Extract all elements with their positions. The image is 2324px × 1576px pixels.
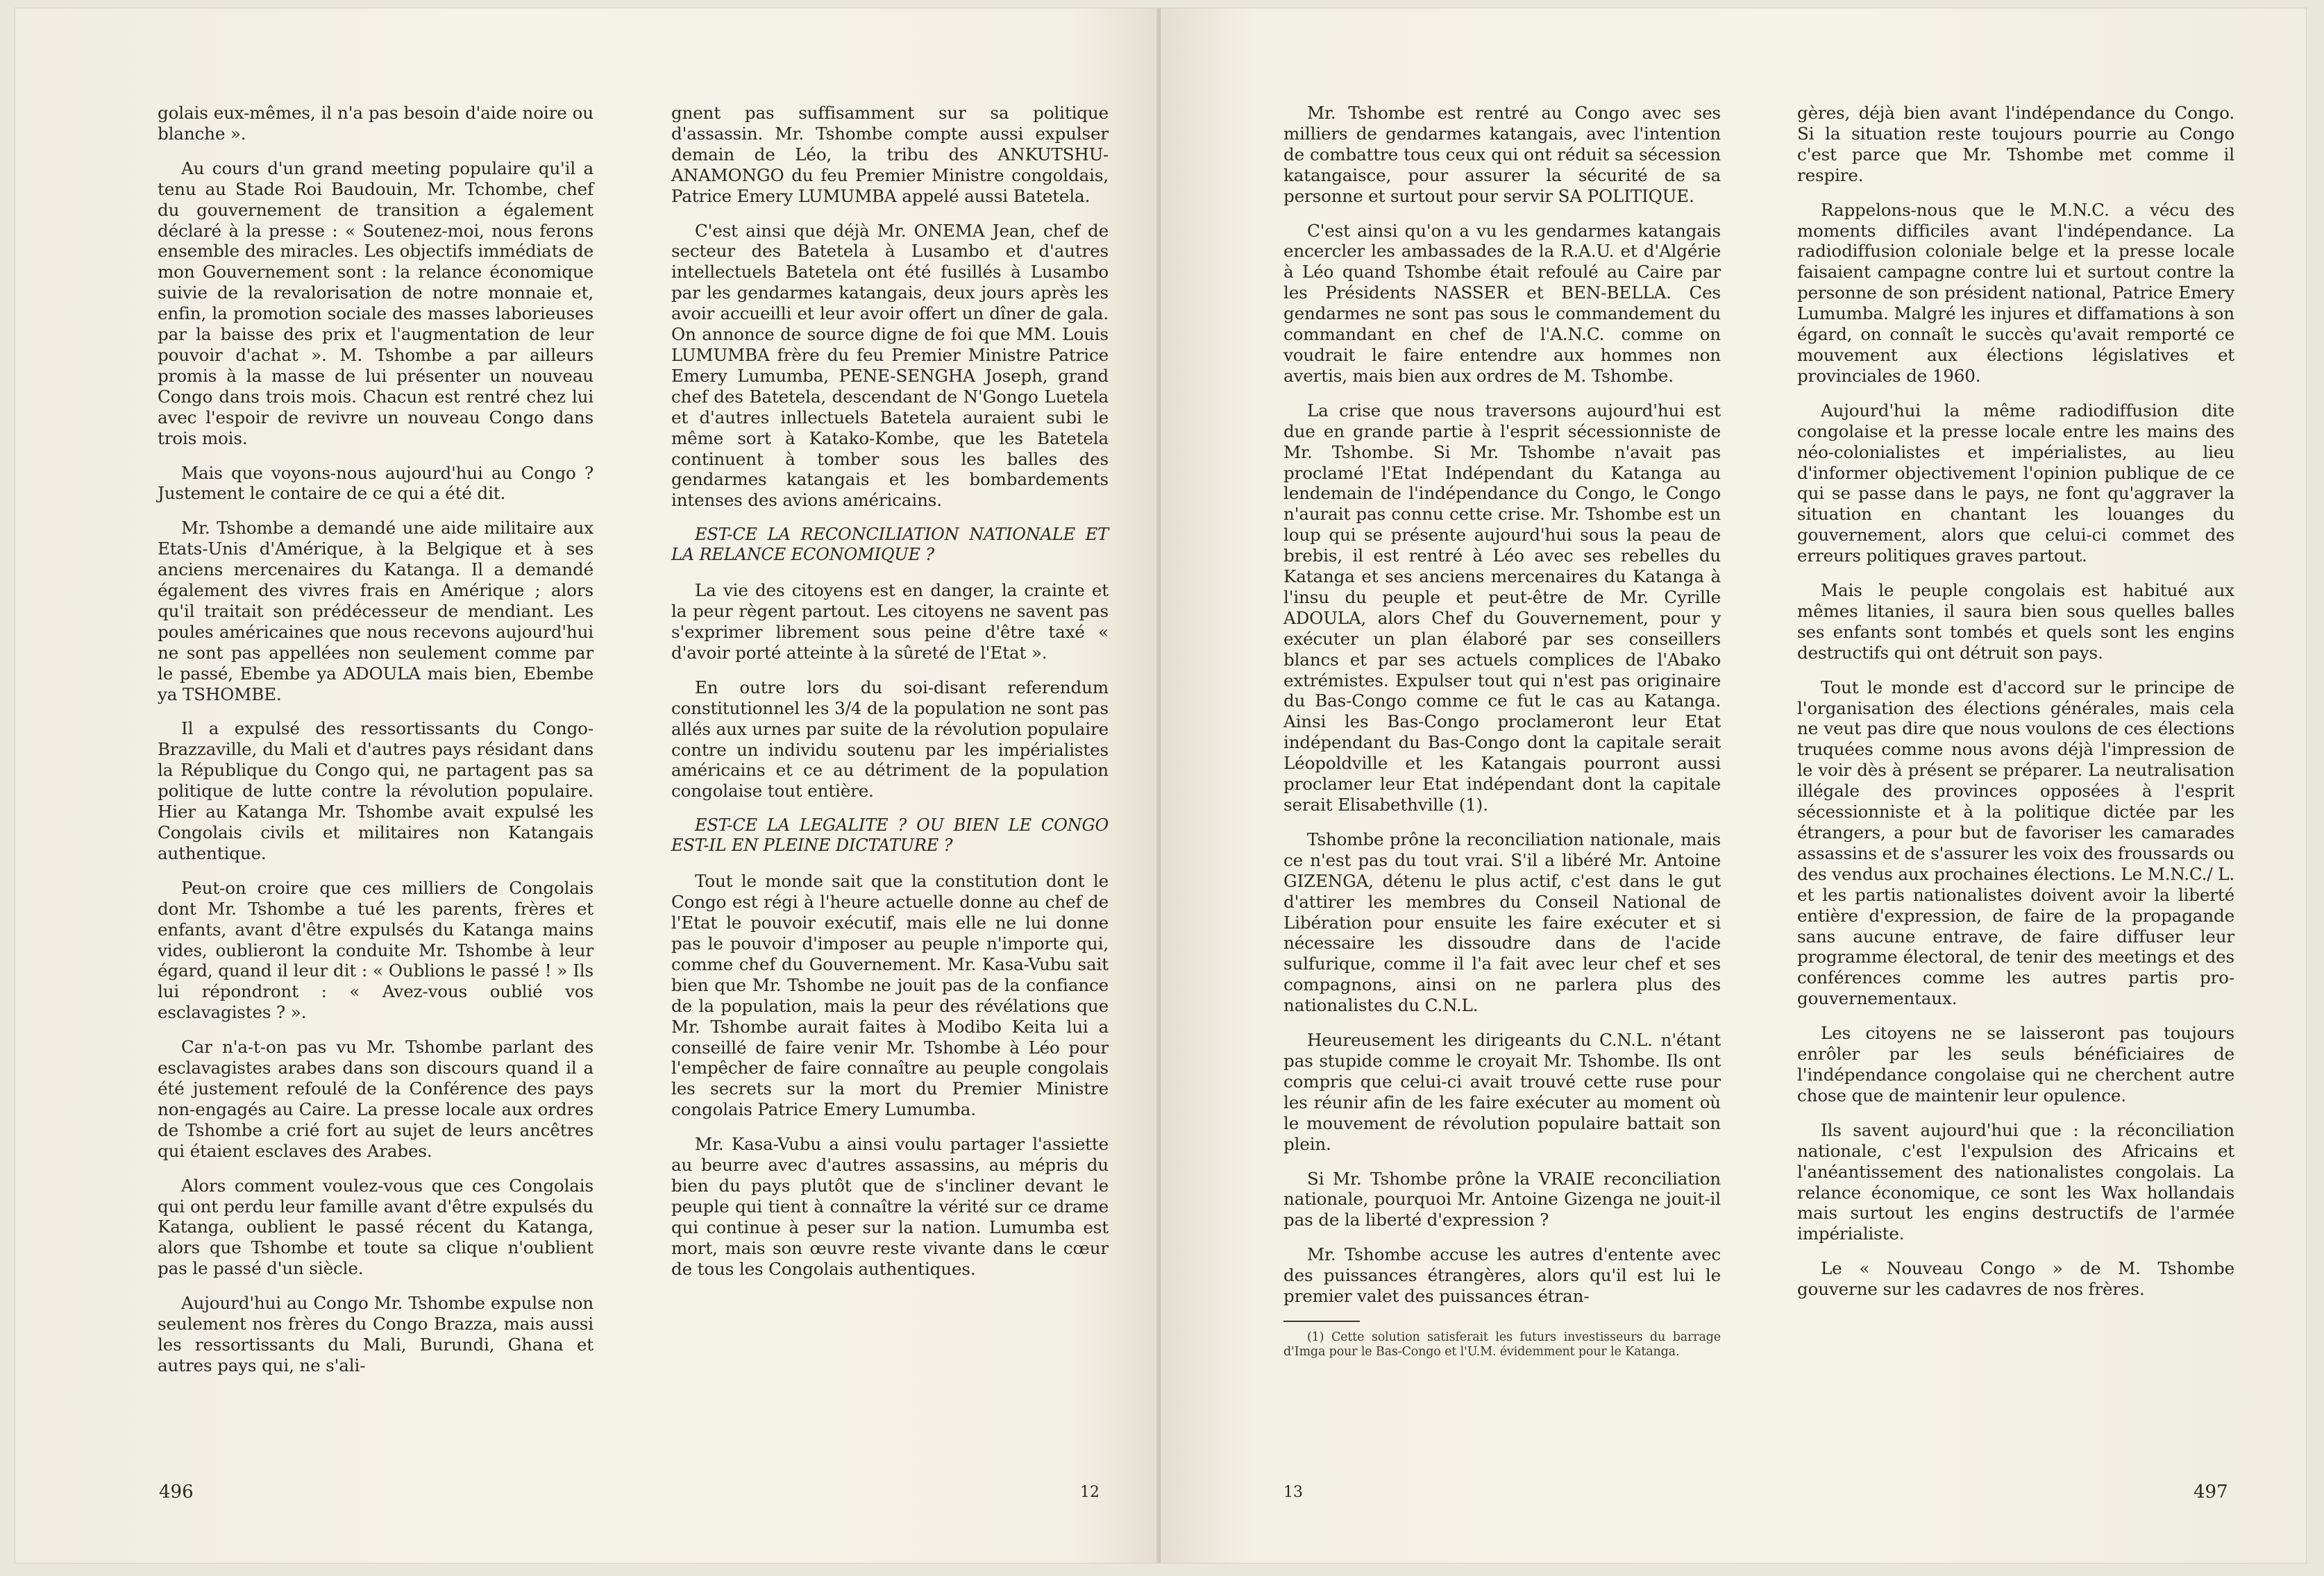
- paragraph: Alors comment voulez-vous que ces Congolais qui ont perdu leur famille avant d'être expulsés du Katanga, oublient le passé récent du Katanga, alors que Tshombe et toute sa clique n'oublient pas le passé d'un siècle.: [158, 1175, 593, 1279]
- paragraph: Si Mr. Tshombe prône la VRAIE reconciliation nationale, pourquoi Mr. Antoine Gizenga ne jouit-il pas de la liberté d'expression ?: [1283, 1168, 1721, 1230]
- paragraph: Mr. Tshombe a demandé une aide militaire aux Etats-Unis d'Amérique, à la Belgique et à ses anciens mercenaires du Katanga. Il a demandé également des vivres frais en Amérique ; alors qu'il traitait son prédécesseur de mendiant. Les poules américaines que nous recevons aujourd'hui ne sont pas appellées non seulement comme par le passé, Ebembe ya ADOULA mais bien, Ebembe ya TSHOMBE.: [158, 518, 593, 704]
- paragraph: Mr. Tshombe accuse les autres d'entente avec des puissances étrangères, alors qu'il est lui le premier valet des puissances étran-: [1283, 1244, 1721, 1307]
- paragraph: Heureusement les dirigeants du C.N.L. n'étant pas stupide comme le croyait Mr. Tshombe. Ils ont compris que celui-ci avait trouvé cette ruse pour les réunir afin de les faire exécuter au moment où le mouvement de révolution populaire battait son plein.: [1283, 1030, 1721, 1154]
- paragraph: Mr. Kasa-Vubu a ainsi voulu partager l'assiette au beurre avec d'autres assassins, au mépris du bien du pays plutôt que de s'incliner devant le peuple qui tient à connaître la vérité sur ce drame qui continue à peser sur la nation. Lumumba est mort, mais son œuvre reste vivante dans le cœur de tous les Congolais authentiques.: [671, 1134, 1109, 1279]
- paragraph: C'est ainsi que déjà Mr. ONEMA Jean, chef de secteur des Batetela à Lusambo et d'autres intellectuels Batetela ont été fusillés à Lusambo par les gendarmes katangais, deux jours après les avoir accueilli et leur avoir offert un dîner de gala. On annonce de source digne de foi que MM. Louis LUMUMBA frère du feu Premier Ministre Patrice Emery Lumumba, PENE-SENGHA Joseph, grand chef des Batetela, descendant de N'Gongo Luetela et d'autres inllectuels Batetela auraient subi le même sort à Katako-Kombe, que les Batetela continuent à tomber sous les balles des gendarmes katangais et les bombardements intenses des avions américains.: [671, 220, 1109, 511]
- paragraph: Mais le peuple congolais est habitué aux mêmes litanies, il saura bien sous quelles balles ses enfants sont tombés et quels sont les engins destructifs qui ont détruit son pays.: [1797, 580, 2234, 663]
- magazine-spread: [15, 8, 2306, 1563]
- paragraph: C'est ainsi qu'on a vu les gendarmes katangais encercler les ambassades de la R.A.U. et d'Algérie à Léo quand Tshombe était refoulé au Caire par les Présidents NASSER et BEN-BELLA. Ces gendarmes ne sont pas sous le commandement du commandant en chef de l'A.N.C. comme on voudrait le faire entendre aux hommes non avertis, mais bien aux ordres de M. Tshombe.: [1283, 220, 1721, 386]
- page-number: 12: [1080, 1484, 1100, 1501]
- paragraph: Ils savent aujourd'hui que : la réconciliation nationale, c'est l'expulsion des Africains et l'anéantissement des nationalistes congolais. La relance économique, ce sont les Wax hollandais mais surtout les engins destructifs de l'armée impérialiste.: [1797, 1119, 2234, 1244]
- left-column-2: [671, 103, 1109, 1294]
- right-column-1: [1283, 103, 1721, 1373]
- paragraph: Mais que voyons-nous aujourd'hui au Congo ? Justement le contaire de ce qui a été dit.: [158, 462, 593, 504]
- paragraph: Les citoyens ne se laisseront pas toujours enrôler par les seuls bénéficiaires de l'indépendance congolaise qui ne cherchent autre chose que de maintenir leur opulence.: [1797, 1023, 2234, 1105]
- paragraph: Tout le monde sait que la constitution dont le Congo est régi à l'heure actuelle donne au chef de l'Etat le pouvoir exécutif, mais elle ne lui donne pas le pouvoir d'imposer au peuple n'importe qui, comme chef du Gouvernement. Mr. Kasa-Vubu sait bien que Mr. Tshombe ne jouit pas de la confiance de la population, mais la peur des révélations que Mr. Tshombe aurait faites à Modibo Keita lui a conseillé de faire venir Mr. Tshombe à Léo pour l'empêcher de faire connaître au peuple congolais les secrets sur la mort du Premier Ministre congolais Patrice Emery Lumumba.: [671, 871, 1109, 1120]
- section-heading: EST-CE LA RECONCILIATION NATIONALE ET LA RELANCE ECONOMIQUE ?: [671, 525, 1109, 565]
- paragraph: Car n'a-t-on pas vu Mr. Tshombe parlant des esclavagistes arabes dans son discours quand il a été justement refoulé de la Conférence des pays non-engagés au Caire. La presse locale aux ordres de Tshombe a crié fort au sujet de leurs ancêtres qui étaient esclaves des Arabes.: [158, 1037, 593, 1161]
- footnote-rule: [1283, 1321, 1360, 1322]
- paragraph: La crise que nous traversons aujourd'hui est due en grande partie à l'esprit sécessionniste de Mr. Tshombe. Si Mr. Tshombe n'avait pas proclamé l'Etat Indépendant du Katanga au lendemain de l'indépendance du Congo, le Congo n'aurait pas connu cette crise. Mr. Tshombe est un loup qui se présente aujourd'hui sous la peau de brebis, il est rentré à Léo avec ses rebelles du Katanga et ses anciens mercenaires du Katanga à l'insu du peuple et peut-être de Mr. Cyrille ADOULA, alors Chef du Gouvernement, pour y exécuter un plan élaboré par ses conseillers blancs et par ses actuels complices de l'Abako extrémistes. Expulser tout qui n'est pas originaire du Bas-Congo comme ce fut le cas au Katanga. Ainsi les Bas-Congo proclameront leur Etat indépendant du Bas-Congo dont la capitale serait Léopoldville et les Katangais pourront aussi proclamer leur Etat indépendant dont la capitale serait Elisabethville (1).: [1283, 400, 1721, 815]
- paragraph: Aujourd'hui la même radiodiffusion dite congolaise et la presse locale entre les mains des néo-colonialistes et impérialistes, au lieu d'informer objectivement l'opinion publique de ce qui se passe dans le pays, ne font qu'aggraver la situation en chantant les louanges du gouvernement, alors que celui-ci commet des erreurs politiques graves partout.: [1797, 400, 2234, 566]
- footnote: (1) Cette solution satisferait les futurs investisseurs du barrage d'Imga pour le Bas-Congo et l'U.M. évidemment pour le Katanga.: [1283, 1330, 1721, 1359]
- right-column-2: [1797, 103, 2234, 1314]
- left-page: [15, 8, 1161, 1563]
- section-heading: EST-CE LA LEGALITE ? OU BIEN LE CONGO EST-IL EN PLEINE DICTATURE ?: [671, 815, 1109, 856]
- paragraph: Aujourd'hui au Congo Mr. Tshombe expulse non seulement nos frères du Congo Brazza, mais aussi les ressortissants du Mali, Burundi, Ghana et autres pays qui, ne s'ali-: [158, 1293, 593, 1375]
- paragraph: Il a expulsé des ressortissants du Congo-Brazzaville, du Mali et d'autres pays résidant dans la République du Congo qui, ne partagent pas sa politique de lutte contre la révolution populaire. Hier au Katanga Mr. Tshombe avait expulsé les Congolais civils et militaires non Katangais authentique.: [158, 718, 593, 863]
- page-number: 13: [1283, 1484, 1303, 1501]
- paragraph: Peut-on croire que ces milliers de Congolais dont Mr. Tshombe a tué les parents, frères et enfants, avant d'être expulsés du Katanga mains vides, oublieront la conduite Mr. Tshombe à leur égard, quand il leur dit : « Oublions le passé ! » Ils lui répondront : « Avez-vous oublié vos esclavagistes ? ».: [158, 877, 593, 1023]
- page-number: 496: [159, 1482, 194, 1502]
- paragraph: Le « Nouveau Congo » de M. Tshombe gouverne sur les cadavres de nos frères.: [1797, 1258, 2234, 1300]
- paragraph: Mr. Tshombe est rentré au Congo avec ses milliers de gendarmes katangais, avec l'intention de combattre tous ceux qui ont réduit sa sécession katangaisce, pour assurer la sécurité de sa personne et surtout pour servir SA POLITIQUE.: [1283, 103, 1721, 206]
- paragraph: gères, déjà bien avant l'indépendance du Congo. Si la situation reste toujours pourrie au Congo c'est parce que Mr. Tshombe met comme il respire.: [1797, 103, 2234, 185]
- paragraph: Tshombe prône la reconciliation nationale, mais ce n'est pas du tout vrai. S'il a libéré Mr. Antoine GIZENGA, détenu le plus actif, c'est dans le gut d'attirer les membres du Conseil National de Libération pour ensuite les faire exécuter et si nécessaire les dissoudre dans de l'acide sulfurique, comme il l'a fait avec leur chef et ses compagnons, ainsi on ne parlera plus des nationalistes du C.N.L.: [1283, 829, 1721, 1016]
- paragraph: Rappelons-nous que le M.N.C. a vécu des moments difficiles avant l'indépendance. La radiodiffusion coloniale belge et la presse locale faisaient campagne contre lui et surtout contre la personne de son président national, Patrice Emery Lumumba. Malgré les injures et diffamations à son égard, on connaît le succès qu'avait remporté ce mouvement aux élections législatives et provinciales de 1960.: [1797, 199, 2234, 386]
- paragraph: La vie des citoyens est en danger, la crainte et la peur règent partout. Les citoyens ne savent pas s'exprimer librement sous peine d'être taxé « d'avoir porté atteinte à la sûreté de l'Etat ».: [671, 580, 1109, 663]
- right-page: [1161, 8, 2306, 1563]
- paragraph: Au cours d'un grand meeting populaire qu'il a tenu au Stade Roi Baudouin, Mr. Tchombe, chef du gouvernement de transition a également déclaré à la presse : « Soutenez-moi, nous ferons ensemble des miracles. Les objectifs immédiats de mon Gouvernement sont : la relance économique suivie de la revalorisation de notre monnaie et, enfin, la promotion sociale des masses laborieuses par la baisse des prix et l'augmentation de leur pouvoir d'achat ». M. Tshombe a par ailleurs promis à la masse de lui présenter un nouveau Congo dans trois mois. Chacun est rentré chez lui avec l'espoir de revivre un nouveau Congo dans trois mois.: [158, 158, 593, 448]
- paragraph: En outre lors du soi-disant referendum constitutionnel les 3/4 de la population ne sont pas allés aux urnes par suite de la révolution populaire contre un individu soutenu par les impérialistes américains et ce au détriment de la population congolaise tout entière.: [671, 677, 1109, 802]
- page-number: 497: [2194, 1482, 2228, 1502]
- paragraph: Tout le monde est d'accord sur le principe de l'organisation des élections générales, mais cela ne veut pas dire que nous voulons de ces élections truquées comme nous avons déjà l'impression de le voir dès à présent se préparer. La neutralisation illégale des provinces opposées à l'esprit sécessionniste et à la politique dictée par les étrangers, a pour but de favoriser les camarades assassins et de s'assurer les voix des froussards ou des vendus aux prochaines élections. Le M.N.C./ L. et les partis nationalistes doivent avoir la liberté entière d'expression, de faire de la propagande sans aucune entrave, de faire diffuser leur programme électoral, de tenir des meetings et des conférences comme les autres partis pro-gouvernementaux.: [1797, 677, 2234, 1009]
- paragraph: gnent pas suffisamment sur sa politique d'assassin. Mr. Tshombe compte aussi expulser demain de Léo, la tribu des ANKUTSHU-ANAMONGO du feu Premier Ministre congoldais, Patrice Emery LUMUMBA appelé aussi Batetela.: [671, 103, 1109, 206]
- left-column-1: [158, 103, 593, 1390]
- paragraph: golais eux-mêmes, il n'a pas besoin d'aide noire ou blanche ».: [158, 103, 593, 144]
